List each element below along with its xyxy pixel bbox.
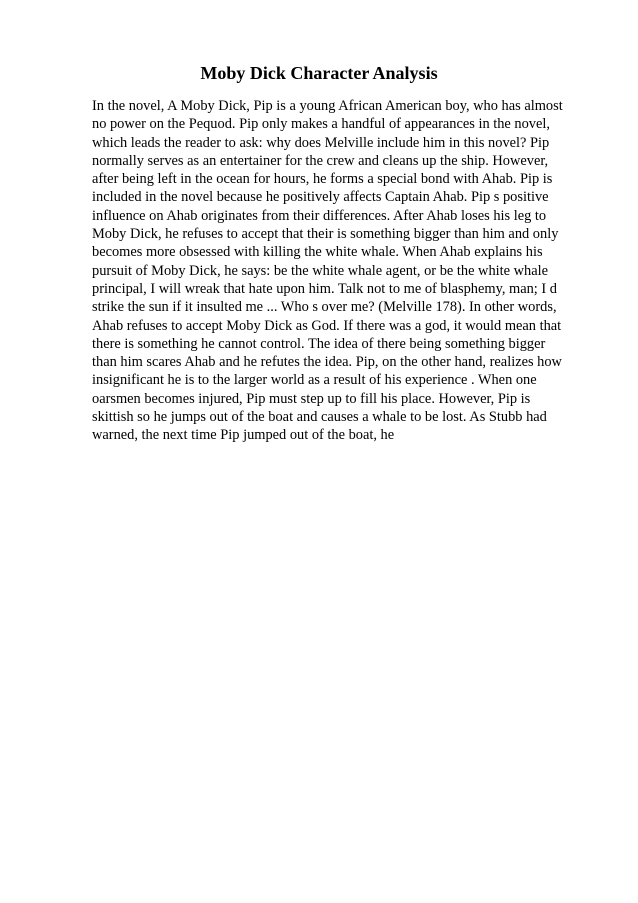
body-line: influence on Ahab originates from their differences. After Ahab loses his leg to bbox=[92, 207, 547, 224]
body-line: becomes more obsessed with killing the white whale. When Ahab explains his bbox=[92, 244, 543, 261]
body-line: skittish so he jumps out of the boat and causes a whale to be lost. As Stubb had bbox=[92, 409, 547, 426]
body-line: than him scares Ahab and he refutes the idea. Pip, on the other hand, realizes how bbox=[92, 354, 562, 371]
body-line: included in the novel because he positively affects Captain Ahab. Pip s positive bbox=[92, 189, 549, 206]
document-title: Moby Dick Character Analysis bbox=[200, 63, 438, 83]
body-line: there is something he cannot control. The idea of there being something bigger bbox=[92, 335, 546, 352]
body-line: no power on the Pequod. Pip only makes a handful of appearances in the novel, bbox=[92, 116, 550, 133]
document-body bbox=[92, 97, 592, 445]
body-line: which leads the reader to ask: why does Melville include him in this novel? Pip bbox=[92, 134, 550, 151]
body-line: normally serves as an entertainer for the crew and cleans up the ship. However, bbox=[92, 152, 549, 169]
body-line: warned, the next time Pip jumped out of the boat, he bbox=[92, 427, 395, 444]
body-line: strike the sun if it insulted me ... Who s over me? (Melville 178). In other words, bbox=[92, 299, 557, 316]
body-line: pursuit of Moby Dick, he says: be the white whale agent, or be the white whale bbox=[92, 262, 548, 279]
body-line: Ahab refuses to accept Moby Dick as God. If there was a god, it would mean that bbox=[92, 317, 562, 334]
body-line: after being left in the ocean for hours, he forms a special bond with Ahab. Pip is bbox=[92, 171, 553, 188]
body-line: Moby Dick, he refuses to accept that their is something bigger than him and only bbox=[92, 226, 559, 243]
body-line: principal, I will wreak that hate upon him. Talk not to me of blasphemy, man; I d bbox=[92, 280, 557, 297]
body-line: In the novel, A Moby Dick, Pip is a young African American boy, who has almost bbox=[92, 98, 563, 114]
body-line: oarsmen becomes injured, Pip must step up to fill his place. However, Pip is bbox=[92, 390, 531, 407]
body-line: insignificant he is to the larger world as a result of his experience . When one bbox=[92, 372, 537, 389]
